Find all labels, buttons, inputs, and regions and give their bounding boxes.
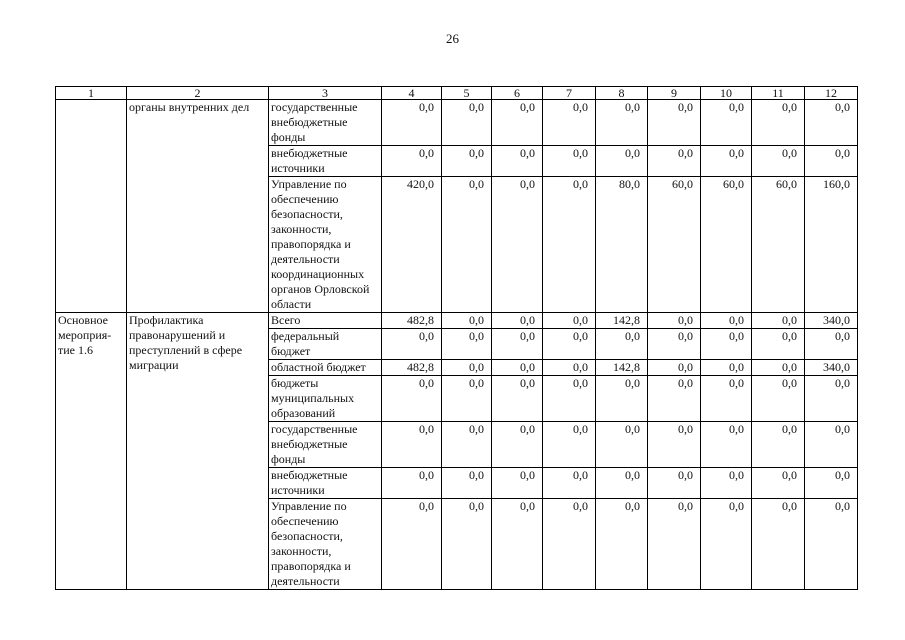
table-row: [56, 313, 858, 329]
value-cell: 0,0: [805, 100, 858, 146]
value-cell: 0,0: [492, 313, 543, 329]
program-name-cell: органы внутренних дел: [127, 100, 269, 313]
value-cell: 0,0: [596, 499, 648, 590]
page-number: 26: [446, 31, 459, 46]
value-cell: 142,8: [596, 313, 648, 329]
value-cell: 0,0: [648, 468, 701, 499]
column-header: 11: [752, 87, 805, 100]
column-header: 6: [492, 87, 543, 100]
value-cell: 0,0: [492, 499, 543, 590]
value-cell: 0,0: [543, 146, 596, 177]
value-cell: 0,0: [805, 499, 858, 590]
column-header: 12: [805, 87, 858, 100]
value-cell: 0,0: [442, 422, 492, 468]
table-row: [56, 100, 858, 146]
value-cell: 0,0: [492, 360, 543, 376]
value-cell: 0,0: [752, 499, 805, 590]
value-cell: 0,0: [382, 146, 442, 177]
funding-source-cell: внебюджетные источники: [269, 146, 382, 177]
column-header: 10: [701, 87, 752, 100]
value-cell: 0,0: [701, 376, 752, 422]
value-cell: 0,0: [492, 177, 543, 313]
funding-source-cell: областной бюджет: [269, 360, 382, 376]
value-cell: 0,0: [648, 329, 701, 360]
column-header: 4: [382, 87, 442, 100]
value-cell: 0,0: [382, 499, 442, 590]
funding-source-cell: Управление по обеспечению безопасности, законности, правопорядка и деятельности координационных органов Орловской области: [269, 177, 382, 313]
value-cell: 0,0: [543, 313, 596, 329]
column-header: 2: [127, 87, 269, 100]
value-cell: 0,0: [701, 499, 752, 590]
column-header: 7: [543, 87, 596, 100]
value-cell: 0,0: [701, 100, 752, 146]
funding-source-cell: государственные внебюджетные фонды: [269, 422, 382, 468]
value-cell: 0,0: [805, 329, 858, 360]
value-cell: 0,0: [805, 376, 858, 422]
value-cell: 0,0: [382, 422, 442, 468]
value-cell: 0,0: [543, 360, 596, 376]
value-cell: 0,0: [492, 100, 543, 146]
value-cell: 0,0: [648, 499, 701, 590]
value-cell: 0,0: [648, 100, 701, 146]
value-cell: 0,0: [805, 146, 858, 177]
funding-source-cell: государственные внебюджетные фонды: [269, 100, 382, 146]
table-body: [56, 100, 858, 590]
value-cell: 0,0: [752, 360, 805, 376]
value-cell: 80,0: [596, 177, 648, 313]
value-cell: 0,0: [648, 360, 701, 376]
value-cell: 0,0: [752, 468, 805, 499]
value-cell: 0,0: [442, 468, 492, 499]
value-cell: 0,0: [648, 313, 701, 329]
value-cell: 0,0: [752, 100, 805, 146]
value-cell: 0,0: [442, 177, 492, 313]
column-header: 9: [648, 87, 701, 100]
value-cell: 0,0: [442, 100, 492, 146]
value-cell: 0,0: [492, 376, 543, 422]
funding-source-cell: внебюджетные источники: [269, 468, 382, 499]
value-cell: 0,0: [596, 329, 648, 360]
column-header: 3: [269, 87, 382, 100]
value-cell: 0,0: [805, 468, 858, 499]
value-cell: 0,0: [752, 146, 805, 177]
value-cell: 0,0: [492, 422, 543, 468]
column-header: 5: [442, 87, 492, 100]
funding-source-cell: Управление по обеспечению безопасности, законности, правопорядка и деятельности: [269, 499, 382, 590]
value-cell: 0,0: [543, 177, 596, 313]
value-cell: 340,0: [805, 360, 858, 376]
value-cell: 0,0: [492, 329, 543, 360]
value-cell: 0,0: [543, 468, 596, 499]
event-cell: [56, 100, 127, 313]
funding-source-cell: федеральный бюджет: [269, 329, 382, 360]
value-cell: 0,0: [442, 313, 492, 329]
value-cell: 0,0: [382, 468, 442, 499]
value-cell: 0,0: [382, 376, 442, 422]
value-cell: 0,0: [492, 468, 543, 499]
column-header: 1: [56, 87, 127, 100]
value-cell: 0,0: [543, 376, 596, 422]
value-cell: 0,0: [382, 100, 442, 146]
value-cell: 0,0: [701, 468, 752, 499]
value-cell: 60,0: [701, 177, 752, 313]
value-cell: 0,0: [752, 422, 805, 468]
value-cell: 60,0: [648, 177, 701, 313]
value-cell: 0,0: [752, 329, 805, 360]
value-cell: 0,0: [701, 313, 752, 329]
value-cell: 0,0: [543, 329, 596, 360]
value-cell: 420,0: [382, 177, 442, 313]
value-cell: 160,0: [805, 177, 858, 313]
value-cell: 0,0: [701, 422, 752, 468]
value-cell: 0,0: [752, 313, 805, 329]
value-cell: 340,0: [805, 313, 858, 329]
value-cell: 0,0: [701, 329, 752, 360]
program-name-cell: Профилактика правонарушений и преступлений в сфере миграции: [127, 313, 269, 590]
value-cell: 0,0: [442, 360, 492, 376]
value-cell: 0,0: [442, 499, 492, 590]
value-cell: 0,0: [442, 376, 492, 422]
value-cell: 0,0: [596, 376, 648, 422]
funding-source-cell: бюджеты муниципальных образований: [269, 376, 382, 422]
value-cell: 0,0: [648, 146, 701, 177]
value-cell: 142,8: [596, 360, 648, 376]
value-cell: 482,8: [382, 313, 442, 329]
value-cell: 0,0: [701, 360, 752, 376]
value-cell: 0,0: [752, 376, 805, 422]
value-cell: 0,0: [543, 422, 596, 468]
value-cell: 60,0: [752, 177, 805, 313]
value-cell: 0,0: [805, 422, 858, 468]
budget-table: [55, 86, 858, 590]
value-cell: 0,0: [442, 329, 492, 360]
value-cell: 0,0: [596, 468, 648, 499]
value-cell: 0,0: [543, 499, 596, 590]
value-cell: 0,0: [596, 422, 648, 468]
value-cell: 0,0: [543, 100, 596, 146]
value-cell: 0,0: [648, 422, 701, 468]
value-cell: 482,8: [382, 360, 442, 376]
value-cell: 0,0: [442, 146, 492, 177]
event-cell: Основное мероприя-тие 1.6: [56, 313, 127, 590]
column-header: 8: [596, 87, 648, 100]
value-cell: 0,0: [492, 146, 543, 177]
value-cell: 0,0: [596, 100, 648, 146]
value-cell: 0,0: [596, 146, 648, 177]
value-cell: 0,0: [701, 146, 752, 177]
header-row: [56, 87, 858, 100]
funding-source-cell: Всего: [269, 313, 382, 329]
value-cell: 0,0: [648, 376, 701, 422]
value-cell: 0,0: [382, 329, 442, 360]
